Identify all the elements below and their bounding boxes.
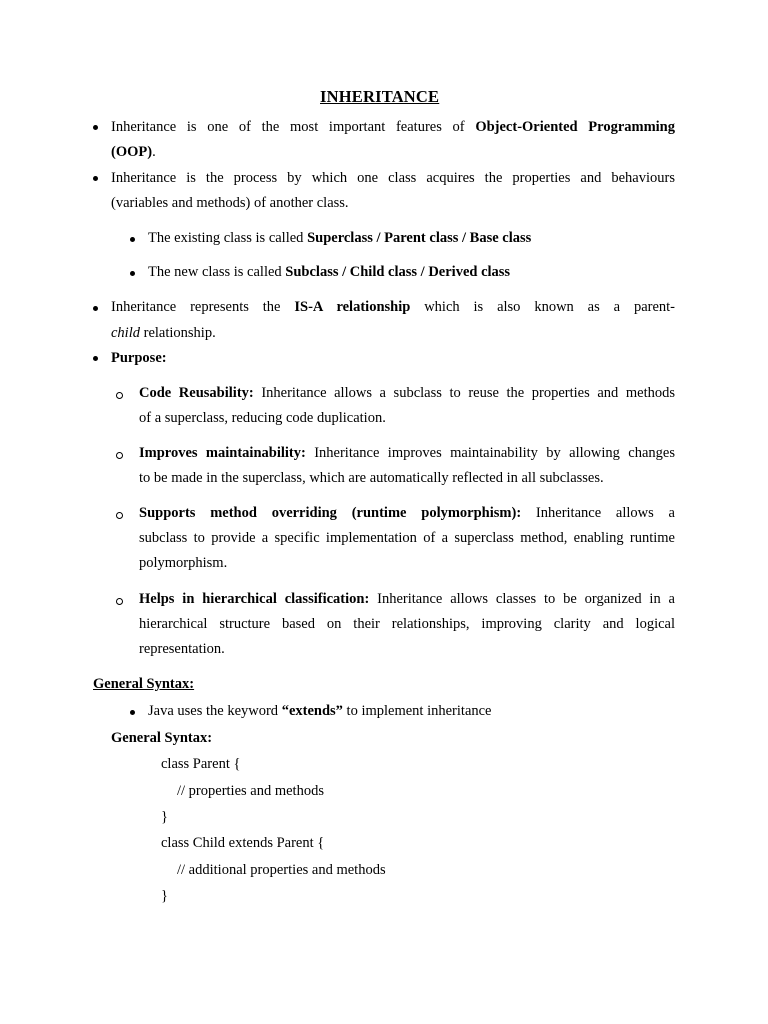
bullet-1-line-2: (OOP).: [111, 144, 156, 160]
purpose-heading: Purpose:: [111, 350, 167, 366]
purpose-3-line-3: polymorphism.: [139, 555, 228, 571]
code-line: class Parent {: [161, 756, 241, 772]
bullet-1-line-1: Inheritance is one of the most important features of Object-Oriented Programming: [111, 119, 676, 135]
sub-bullet-subclass: The new class is called Subclass / Child class / Derived class: [148, 264, 511, 280]
java-extends-bullet: Java uses the keyword “extends” to implement inheritance: [148, 703, 492, 719]
purpose-1-line-2: of a superclass, reducing code duplication.: [139, 410, 386, 426]
purpose-1-line-1: Code Reusability: Inheritance allows a subclass to reuse the properties and methods: [139, 385, 675, 401]
purpose-2-line-1: Improves maintainability: Inheritance improves maintainability by allowing changes: [139, 445, 675, 461]
purpose-4-line-1: Helps in hierarchical classification: Inheritance allows classes to be organized in a: [139, 591, 675, 607]
bullet-dot: [93, 356, 98, 361]
sub-bullet-dot: [130, 237, 135, 242]
bullet-dot: [93, 306, 98, 311]
bullet-dot: [93, 176, 98, 181]
bullet-3-line-2: child relationship.: [111, 325, 216, 341]
bullet-2-line-2: (variables and methods) of another class.: [111, 195, 349, 211]
sub-bullet-dot: [130, 710, 135, 715]
code-line: // properties and methods: [177, 783, 324, 799]
purpose-2-line-2: to be made in the superclass, which are automatically reflected in all subclasses.: [139, 470, 604, 486]
bullet-3-line-1: Inheritance represents the IS-A relationship which is also known as a parent-: [111, 299, 676, 315]
bullet-dot: [93, 125, 98, 130]
bullet-2-line-1: Inheritance is the process by which one class acquires the properties and behaviours: [111, 170, 675, 186]
purpose-bullet-ring: [116, 598, 123, 605]
purpose-3-line-1: Supports method overriding (runtime polymorphism): Inheritance allows a: [139, 505, 675, 521]
purpose-bullet-ring: [116, 392, 123, 399]
purpose-4-line-2: hierarchical structure based on their relationships, improving clarity and logical: [139, 616, 675, 632]
syntax-heading: General Syntax:: [93, 676, 195, 692]
purpose-4-line-3: representation.: [139, 641, 225, 657]
syntax-subheading: General Syntax:: [111, 730, 213, 746]
purpose-bullet-ring: [116, 452, 123, 459]
purpose-bullet-ring: [116, 512, 123, 519]
code-line: // additional properties and methods: [177, 862, 386, 878]
purpose-3-line-2: subclass to provide a specific implementation of a superclass method, enabling runtime: [139, 530, 675, 546]
sub-bullet-dot: [130, 271, 135, 276]
page-title: INHERITANCE: [320, 87, 440, 106]
code-line: }: [161, 888, 168, 904]
code-line: class Child extends Parent {: [161, 835, 325, 851]
code-line: }: [161, 809, 168, 825]
sub-bullet-superclass: The existing class is called Superclass / Parent class / Base class: [148, 230, 532, 246]
